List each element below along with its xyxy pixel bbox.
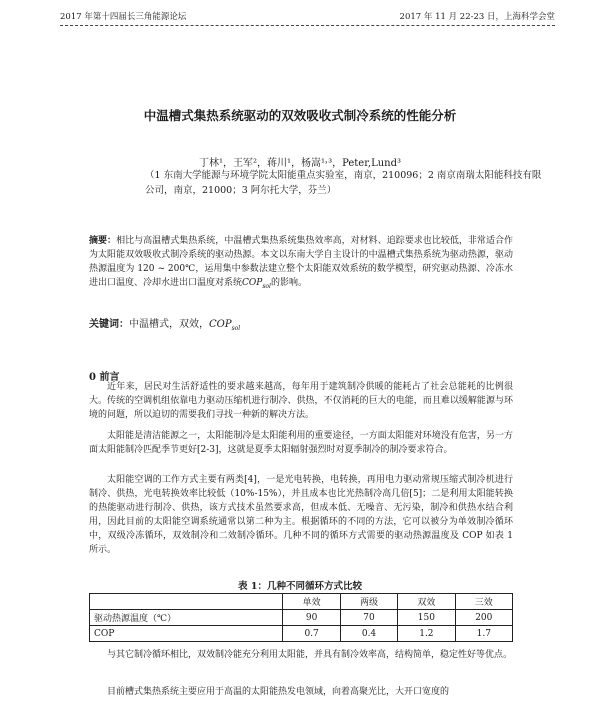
- abstract-cop: COP: [242, 278, 263, 288]
- keywords-text: 中温槽式，双效，: [129, 319, 209, 330]
- section-heading: 0 前言: [89, 372, 120, 383]
- table-cell: 0.7: [283, 626, 340, 642]
- keywords-cop-sub: sol: [231, 325, 241, 332]
- table-header-cell: 两级: [340, 594, 397, 610]
- header-left: 2017 年第十四届长三角能源论坛: [60, 12, 187, 22]
- abstract-label: 摘要：: [89, 236, 117, 246]
- table-cell: 1.2: [398, 626, 455, 642]
- table-row-label: COP: [90, 626, 283, 642]
- abstract: [89, 234, 513, 294]
- keywords-label: 关键词：: [89, 319, 129, 330]
- paper-title: 中温槽式集热系统驱动的双效吸收式制冷系统的性能分析: [143, 108, 457, 123]
- table-header-row: [90, 594, 513, 610]
- author-list: 丁林¹，王军²，蒋川¹，杨嵩¹˒³，Peter,Lund³: [198, 158, 402, 169]
- table-row: [90, 610, 513, 626]
- table-row: [90, 626, 513, 642]
- paragraph: 目前槽式集热系统主要应用于高温的太阳能热发电领域，向着高聚光比，大开口宽度的: [107, 687, 450, 697]
- paragraph: 太阳能空调的工作方式主要有两类[4]，一是光电转换，电转换，再用电力驱动常规压缩式制冷机进行制冷、供热，光电转换效率比较低（10%-15%），并且成本也比光热制冷高几倍[5]；二是利用太阳能转换的热能驱动进行制冷、供热，该方式技术虽然要求高，但成本低、无噪音、无污染，制冷和供热水结合利用，因此目前的太阳能空调系统通常以第二种为主。根据循环的不同的方法，它可以被分为单效制冷循环中，双级冷冻循环，双效制冷和二效制冷循环。几种不同的循环方式需要的驱动热源温度及 COP 如表 1 所示。: [89, 475, 513, 555]
- table-row-label: 驱动热源温度（℃）: [90, 610, 283, 626]
- table-cell: 1.7: [455, 626, 512, 642]
- table-cell: 70: [340, 610, 397, 626]
- paragraph: 太阳能是清洁能源之一，太阳能制冷是太阳能利用的重要途径，一方面太阳能对环境没有危害，另一方面太阳能制冷匹配季节更好[2-3]，这就是夏季太阳辐射强烈时对夏季制冷的制冷要求符合。: [89, 431, 513, 455]
- table-cell: 150: [398, 610, 455, 626]
- table-cell: 200: [455, 610, 512, 626]
- table-header-cell: 双效: [398, 594, 455, 610]
- paragraph: 与其它制冷循环相比，双效制冷能充分利用太阳能，并具有制冷效率高，结构简单，稳定性好等优点。: [107, 650, 513, 660]
- affiliations: （1 东南大学能源与环境学院太阳能重点实验室，南京，210096；2 南京南瑞太阳能科技有限公司，南京，21000；3 阿尔托大学，芬兰）: [145, 170, 542, 196]
- header-right: 2017 年 11 月 22-23 日，上海科学会堂: [399, 12, 555, 22]
- table-header-cell: 单效: [283, 594, 340, 610]
- abstract-tail: 的影响。: [270, 278, 307, 288]
- abstract-cop-sub: sol: [262, 282, 271, 290]
- table-cell: 0.4: [340, 626, 397, 642]
- table-header-cell: [90, 594, 283, 610]
- paragraph: 近年来，居民对生活舒适性的要求越来越高，每年用于建筑制冷供暖的能耗占了社会总能耗的比例很大。传统的空调机组依靠电力驱动压缩机进行制冷、供热，不仅消耗的巨大的电能，而且难以缓解能源与环境的问题，所以迫切的需要我们寻找一种新的解决方法。: [89, 382, 513, 420]
- running-header: [60, 10, 555, 26]
- cycle-comparison-table: [89, 593, 513, 642]
- abstract-text: 相比与高温槽式集热系统，中温槽式集热系统集热效率高，对材料、追踪要求也比较低，非常适合作为太阳能双效吸收式制冷系统的驱动热源。本文以东南大学自主设计的中温槽式集热系统为驱动热源，驱动热源温度为 120 ~ 200℃，运用集中参数法建立整个太阳能双效系统的数学模型，研究驱动热源、冷冻水进出口温度、冷却水进出口温度对系统: [89, 236, 513, 288]
- keywords-cop: COP: [209, 319, 232, 330]
- keywords: [89, 315, 513, 332]
- table-cell: 90: [283, 610, 340, 626]
- table-header-cell: 三效: [455, 594, 512, 610]
- table-caption: 表 1：几种不同循环方式比较: [238, 581, 362, 592]
